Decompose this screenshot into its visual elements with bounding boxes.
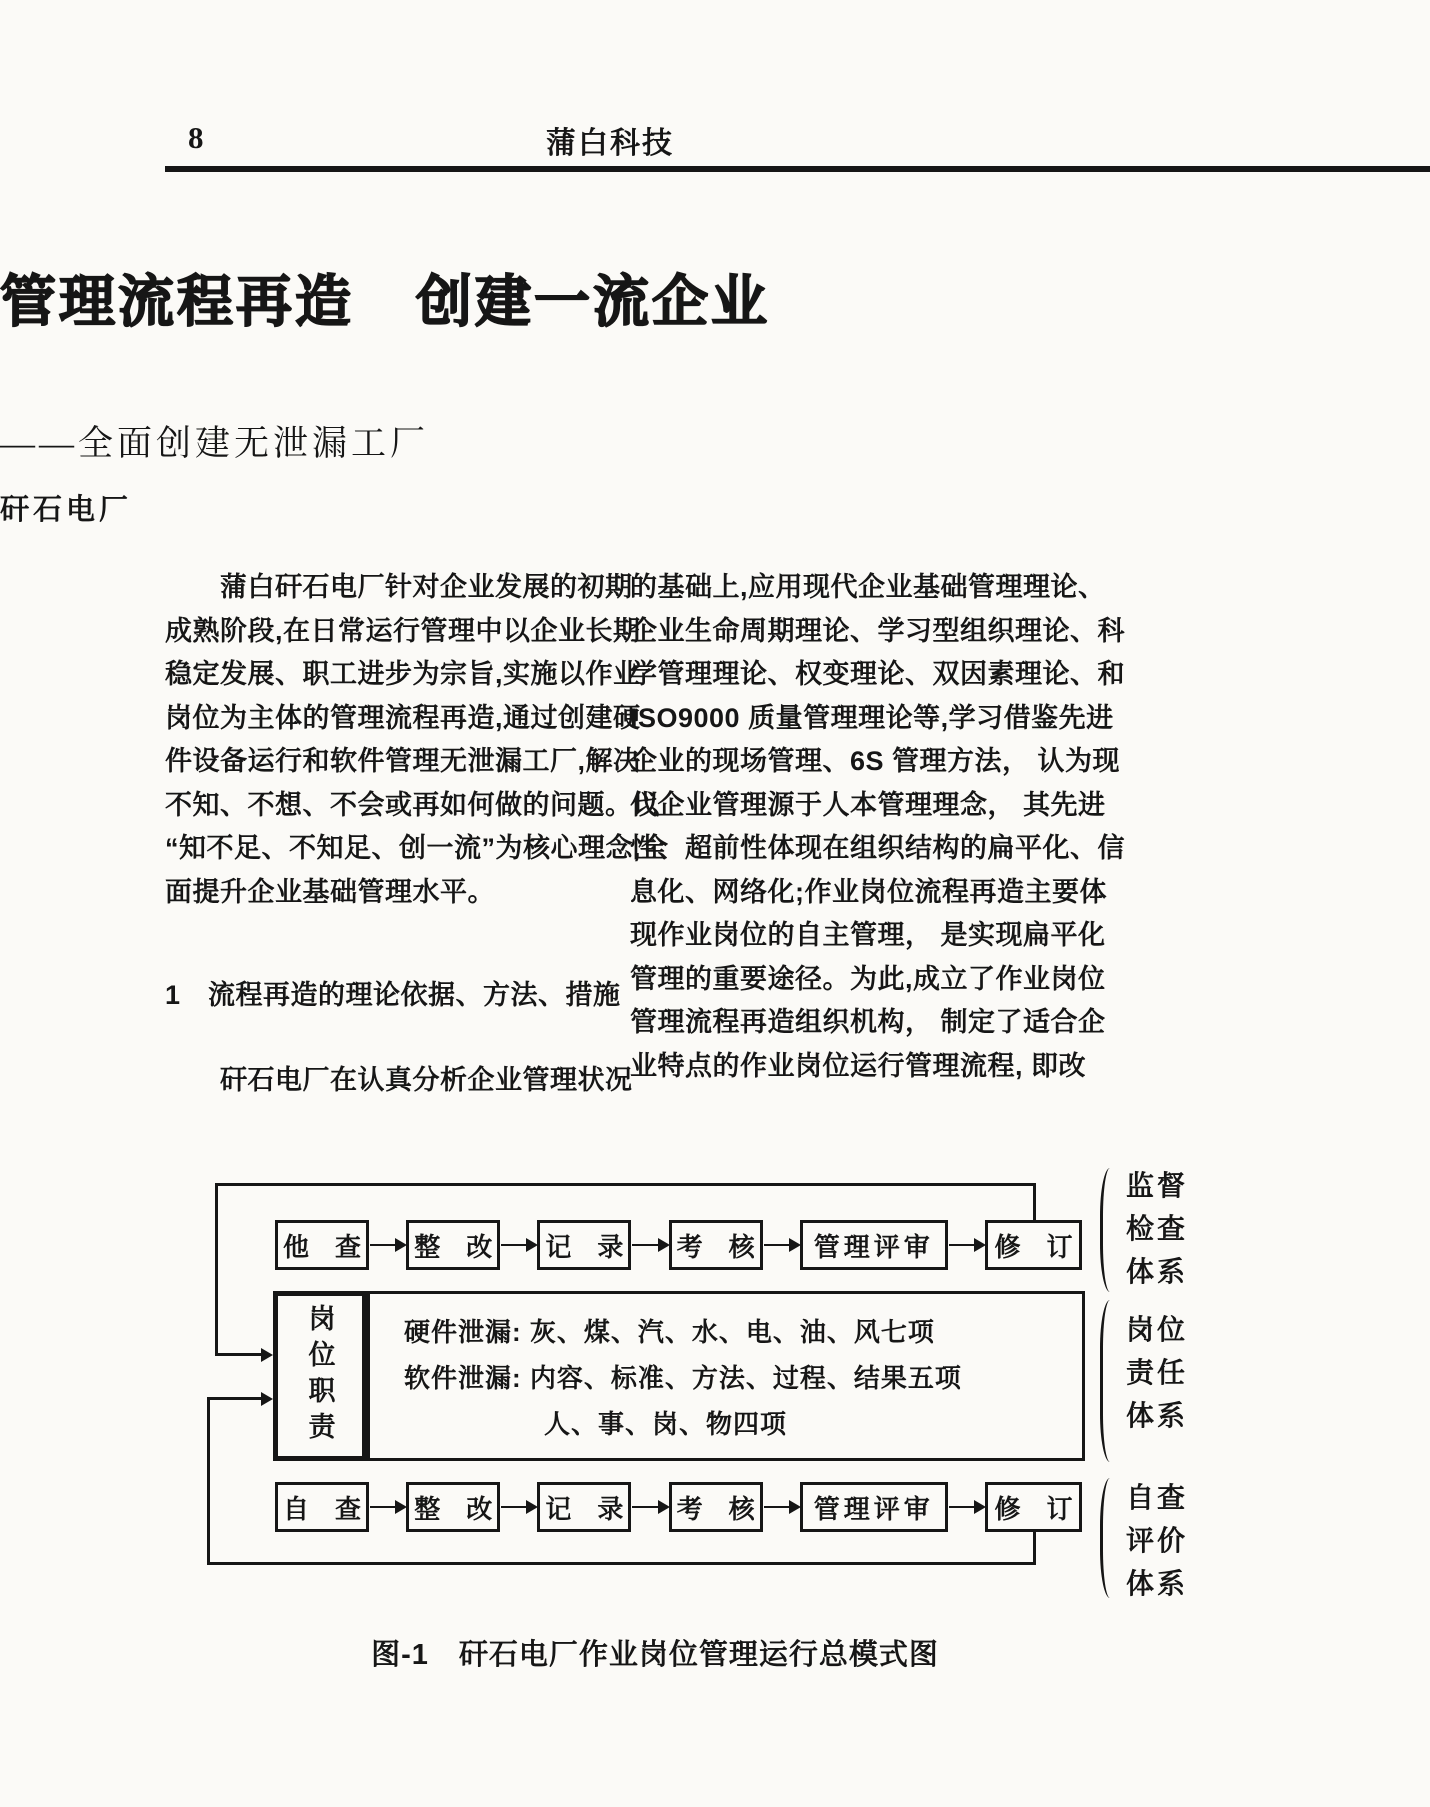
flow-arrow-icon: [949, 1244, 984, 1247]
bottom-loop-line-horizontal: [207, 1562, 1036, 1565]
label-duty-system: [1126, 1308, 1188, 1437]
text-line: 蒲白矸石电厂针对企业发展的初期: [165, 572, 633, 602]
top-loop-line-horizontal: [215, 1183, 1036, 1186]
article-author: 矸石电厂: [0, 494, 133, 526]
text-line: 业特点的作业岗位运行管理流程, 即改: [630, 1050, 1087, 1081]
text-line: 企业生命周期理论、学习型组织理论、科: [630, 615, 1125, 646]
flow-box: 记 录: [537, 1482, 631, 1532]
text-line: 的基础上,应用现代企业基础管理理论、: [630, 572, 1106, 602]
article-title: [0, 258, 1430, 338]
side-label-line: 责任: [1126, 1357, 1189, 1388]
flow-arrow-icon: [632, 1244, 667, 1247]
flow-box: 自 查: [275, 1482, 369, 1532]
top-loop-line-left-drop: [215, 1183, 218, 1355]
page-number: 8: [188, 120, 204, 155]
duty-arrow-upper-line: [215, 1353, 263, 1356]
bracket-self-evaluation-system: [1100, 1478, 1115, 1598]
text-line: 岗位为主体的管理流程再造,通过创建硬: [165, 702, 641, 733]
flow-arrow-icon: [764, 1506, 799, 1509]
duty-arrow-lower-icon: [261, 1392, 273, 1406]
text-line: ISO9000 质量管理理论等,学习借鉴先进: [630, 702, 1114, 733]
journal-title: 蒲白科技: [546, 127, 674, 160]
flow-box: 他 查: [275, 1220, 369, 1270]
bottom-loop-line-right-drop: [1033, 1532, 1036, 1565]
text-line: 矸石电厂在认真分析企业管理状况: [165, 1065, 633, 1095]
flow-arrow-icon: [370, 1244, 405, 1247]
flow-box: 修 订: [985, 1482, 1082, 1532]
flow-box: 记 录: [537, 1220, 631, 1270]
text-line: 代企业管理源于人本管理理念， 其先进: [630, 789, 1106, 820]
paragraph-1: [165, 566, 669, 914]
right-column: [630, 566, 1125, 1088]
side-label-line: 岗位: [1126, 1314, 1189, 1345]
duty-box-label: 岗位职责: [304, 1304, 335, 1448]
flow-arrow-icon: [949, 1506, 984, 1509]
text-line: 现作业岗位的自主管理， 是实现扁平化: [630, 920, 1106, 950]
text-line: 企业的现场管理、6S 管理方法， 认为现: [630, 746, 1121, 776]
duty-arrow-lower-line: [207, 1397, 263, 1400]
left-column: [165, 566, 669, 1103]
flow-arrow-icon: [501, 1506, 536, 1509]
text-line: “知不足、不知足、创一流”为核心理念,全: [165, 833, 669, 863]
side-label-line: 自查: [1126, 1482, 1189, 1513]
leak-line: 人、事、岗、物四项: [544, 1408, 788, 1439]
text-line: 稳定发展、职工进步为宗旨,实施以作业: [165, 659, 641, 689]
flow-box: 整 改: [406, 1482, 500, 1532]
flow-box: 修 订: [985, 1220, 1082, 1270]
duty-box: [273, 1291, 367, 1461]
flow-box: 管理评审: [800, 1220, 948, 1270]
flow-box: 整 改: [406, 1220, 500, 1270]
side-label-line: 体系: [1126, 1256, 1189, 1287]
flow-arrow-icon: [764, 1244, 799, 1247]
text-line: 管理的重要途径。为此,成立了作业岗位: [630, 963, 1106, 994]
top-loop-line-right-drop: [1033, 1183, 1036, 1222]
article-title-right: 创建一流企业: [416, 270, 770, 333]
duty-arrow-upper-icon: [261, 1348, 273, 1362]
text-line: 管理流程再造组织机构， 制定了适合企: [630, 1007, 1106, 1037]
section-heading: 1 流程再造的理论依据、方法、措施: [165, 980, 621, 1010]
side-label-line: 体系: [1126, 1568, 1189, 1599]
bottom-loop-line-left-rise: [207, 1397, 210, 1565]
paragraph-2: [165, 1059, 633, 1103]
figure-caption: 图-1 矸石电厂作业岗位管理运行总模式图: [371, 1639, 939, 1671]
side-label-line: 监督: [1126, 1170, 1189, 1201]
flow-box: 考 核: [669, 1220, 763, 1270]
flow-arrow-icon: [370, 1506, 405, 1509]
text-line: 息化、网络化;作业岗位流程再造主要体: [630, 876, 1107, 907]
label-self-evaluation-system: [1126, 1476, 1188, 1605]
flow-row-supervision: [275, 1220, 1082, 1270]
text-line: 面提升企业基础管理水平。: [165, 876, 495, 907]
text-line: 学管理理论、权变理论、双因素理论、和: [630, 659, 1125, 689]
leak-line: 硬件泄漏: 灰、煤、汽、水、电、油、风七项: [404, 1316, 935, 1347]
side-label-line: 体系: [1126, 1400, 1189, 1431]
flow-box: 考 核: [669, 1482, 763, 1532]
leak-line: 软件泄漏: 内容、标准、方法、过程、结果五项: [404, 1362, 962, 1393]
side-label-line: 评价: [1126, 1525, 1189, 1556]
bracket-duty-system: [1100, 1300, 1115, 1462]
text-line: 性、超前性体现在组织结构的扁平化、信: [630, 833, 1125, 863]
leak-content-box: [367, 1291, 1085, 1461]
text-line: 件设备运行和软件管理无泄漏工厂,解决: [165, 746, 641, 776]
article-subtitle: ——全面创建无泄漏工厂: [0, 424, 430, 463]
header-rule: [165, 166, 1430, 172]
text-line: 不知、不想、不会或再如何做的问题。以: [165, 789, 660, 820]
text-line: 成熟阶段,在日常运行管理中以企业长期: [165, 615, 641, 646]
label-supervision-system: [1126, 1164, 1188, 1293]
flow-arrow-icon: [632, 1506, 667, 1509]
flow-arrow-icon: [501, 1244, 536, 1247]
article-title-left: 管理流程再造: [0, 270, 354, 333]
bracket-supervision-system: [1100, 1168, 1115, 1292]
flow-row-self-check: [275, 1482, 1082, 1532]
flow-box: 管理评审: [800, 1482, 948, 1532]
side-label-line: 检查: [1126, 1213, 1189, 1244]
